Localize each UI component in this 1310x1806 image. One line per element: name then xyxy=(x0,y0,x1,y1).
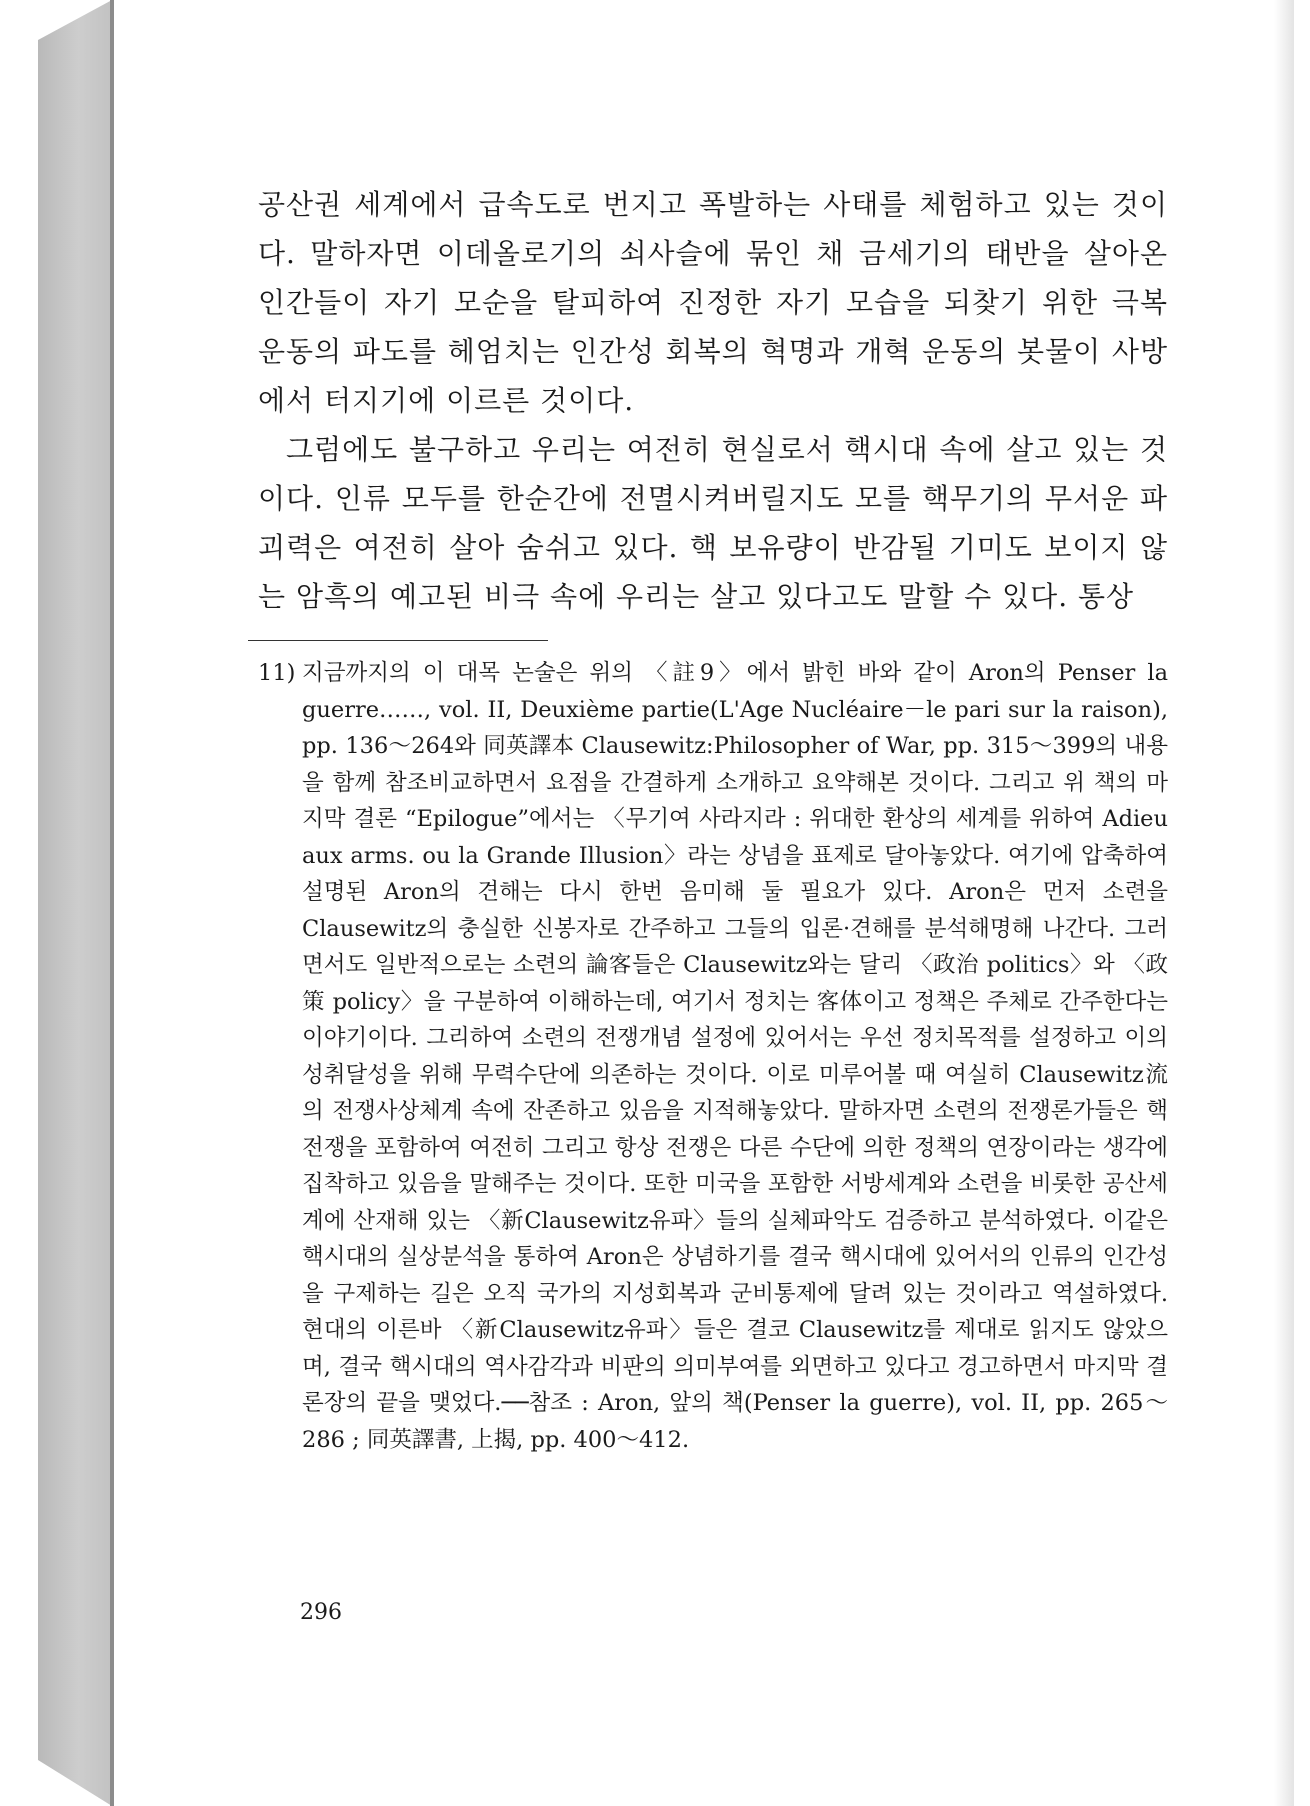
page-number: 296 xyxy=(300,1600,342,1625)
page-edge-shadow xyxy=(1274,0,1294,1806)
book-spine xyxy=(38,0,112,1806)
footnote-number: 11) xyxy=(258,660,296,686)
body-paragraph-1: 공산권 세계에서 급속도로 번지고 폭발하는 사태를 체험하고 있는 것이다. 말하자면 이데올로기의 쇠사슬에 묶인 채 금세기의 태반을 살아온 인간들이 자기 모순을 탈피하여 진정한 자기 모습을 되찾기 위한 극복 운동의 파도를 헤엄치는 인간성 회복의 혁명과 개혁 운동의 봇물이 사방에서 터지기에 이르른 것이다. xyxy=(258,188,1168,417)
footnote-text: 지금까지의 이 대목 논술은 위의 〈註9〉에서 밝힌 바와 같이 Aron의 Penser la guerre……, vol. II, Deuxième partie(L'Age Nucléaire－le pari sur la raison), pp. 136～264와 同英譯本 Clausewitz:Philosopher of War, pp. 315～399의 내용을 함께 참조비교하면서 요점을 간결하게 소개하고 요약해본 것이다. 그리고 위 책의 마지막 결론 “Epilogue”에서는 〈무기여 사라지라 : 위대한 환상의 세계를 위하여 Adieu aux arms. ou la Grande Illusion〉라는 상념을 표제로 달아놓았다. 여기에 압축하여 설명된 Aron의 견해는 다시 한번 음미해 둘 필요가 있다. Aron은 먼저 소련을 Clausewitz의 충실한 신봉자로 간주하고 그들의 입론·견해를 분석해명해 나간다. 그러면서도 일반적으로는 소련의 論客들은 Clausewitz와는 달리 〈政治 politics〉와 〈政策 policy〉을 구분하여 이해하는데, 여기서 정치는 客体이고 정책은 주체로 간주한다는 이야기이다. 그리하여 소련의 전쟁개념 설정에 있어서는 우선 정치목적를 설정하고 이의 성취달성을 위해 무력수단에 의존하는 것이다. 이로 미루어볼 때 여실히 Clausewitz流의 전쟁사상체계 속에 잔존하고 있음을 지적해놓았다. 말하자면 소련의 전쟁론가들은 핵전쟁을 포함하여 여전히 그리고 항상 전쟁은 다른 수단에 의한 정책의 연장이라는 생각에 집착하고 있음을 말해주는 것이다. 또한 미국을 포함한 서방세계와 소련을 비롯한 공산세계에 산재해 있는 〈新Clausewitz유파〉들의 실체파악도 검증하고 분석하였다. 이같은 핵시대의 실상분석을 통하여 Aron은 상념하기를 결국 핵시대에 있어서의 인류의 인간성을 구제하는 길은 오직 국가의 지성회복과 군비통제에 달려 있는 것이라고 역설하였다. 현대의 이른바 〈新Clausewitz유파〉들은 결코 Clausewitz를 제대로 읽지도 않았으며, 결국 핵시대의 역사감각과 비판의 의미부여를 외면하고 있다고 경고하면서 마지막 결론장의 끝을 맺었다.──참조 : Aron, 앞의 책(Penser la guerre), vol. II, pp. 265～286 ; 同英譯書, 上揭, pp. 400～412. xyxy=(302,660,1168,1453)
footnote-separator xyxy=(248,640,548,641)
main-text xyxy=(258,180,1168,621)
footnote xyxy=(258,655,1168,1458)
body-paragraph-2: 그럼에도 불구하고 우리는 여전히 현실로서 핵시대 속에 살고 있는 것이다. 인류 모두를 한순간에 전멸시켜버릴지도 모를 핵무기의 무서운 파괴력은 여전히 살아 숨쉬고 있다. 핵 보유량이 반감될 기미도 보이지 않는 암흑의 예고된 비극 속에 우리는 살고 있다고도 말할 수 있다. 통상 xyxy=(258,433,1168,613)
